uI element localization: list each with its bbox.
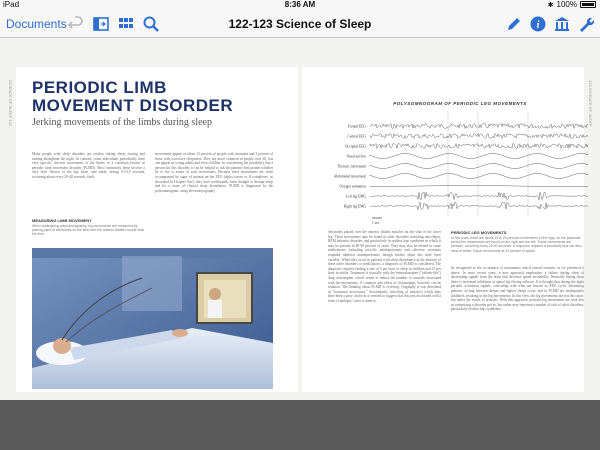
trace-1	[370, 134, 588, 139]
status-right	[548, 0, 596, 9]
scale-label: 1 sec	[372, 221, 380, 225]
channel-label-7: Left leg EMG	[345, 194, 366, 199]
trace-0	[370, 124, 588, 129]
status-bar	[0, 0, 600, 10]
trace-5	[370, 174, 588, 179]
body-column-2: movements appear in about 12 percent of people with insomnia and 3 percent of those with excessive sleepiness. They are more common in people over 40, but can appear in young adults and even children. In considering the possibility that a person has this disorder, it can be helpful to ask the patient's bed partner whether he or she is aware of such movements. Because these movements are often accompanied by signs of arousal on the EEG (alpha waves or K-complexes, as described in Chapter One), they have traditionally been thought to disrupt sleep and be a cause of clinical sleep disturbance. PLMD is diagnosed by the polysomnogram, using electromyography	[155, 152, 273, 193]
trace-7	[370, 192, 588, 200]
bottom-area	[0, 400, 600, 450]
left-page-folio: SCIENCE OF SLEEP 122	[8, 80, 13, 127]
caption-left-title: MEASURING LIMB MOVEMENT	[32, 218, 92, 223]
info-icon[interactable]	[529, 15, 547, 33]
article-subhead: Jerking movements of the limbs during sleep	[32, 117, 212, 128]
body-column-1: Many people with sleep disorders are restless during sleep, tossing and turning throughout the night. In contrast, some individuals periodically have very specific, discrete movements of the limbs, in a condition known as periodic limb movement disorder (PLMD). Most commonly these involve a very brief flexion of the hip, knee, and ankle, lasting 0.5-10 seconds, occurring about every 20-40 seconds. Such	[32, 152, 145, 179]
channel-label-8: Right leg EMG	[343, 204, 366, 209]
sleep-lab-photo	[32, 248, 273, 389]
caption-right-title: PERIODIC LEG MOVEMENTS	[451, 230, 507, 235]
toolbar-gap	[0, 38, 600, 53]
wrench-icon[interactable]	[577, 15, 595, 33]
battery-percent: 100%	[556, 0, 577, 9]
device-label: iPad	[3, 0, 20, 9]
channel-label-5: Abdominal movement	[333, 174, 366, 179]
clock: 8:36 AM	[284, 0, 316, 9]
article-headline	[32, 79, 233, 115]
chart-title: POLYSOMNOGRAM OF PERIODIC LEG MOVEMENTS	[393, 101, 527, 106]
channel-label-4: Thoracic movement	[337, 164, 366, 169]
body-column-4: be recognized as the occurrence of movements which caused arousals, as we presented it above. In more recent years, a new approach emphasizes a failure during sleep of descending signals from the brain that decrease spinal excitability. Normally during sleep there is increased inhibition of spinal leg flexing reflexes. It is thought that during the night periodic activation signals, coinciding with what are known as EEG cyclic alternating patterns cycling between deeper and lighter sleep) occur, and in PLMD are inadequately inhibited, resulting in the leg movements. In this view, the leg movements are not the cause, but rather the result, of arousals. With this approach, periodic leg movements are seen less as comprising a disorder per se, but rather may represent a marker of risk of other disorders, particularly restless legs syndrome.	[451, 266, 584, 312]
trace-8	[370, 202, 588, 210]
channel-label-1: Central EEG	[347, 134, 366, 139]
battery-icon	[580, 1, 596, 8]
caption-left-text: When undergoing polysomnography, leg movements are measured by placing pairs of electrodes on the skin over the anterior tibialis muscle near the shin.	[32, 224, 145, 237]
trace-6	[370, 185, 588, 186]
headline-line-2: MOVEMENT DISORDER	[32, 96, 234, 115]
trace-3	[370, 154, 588, 159]
channel-label-0: Frontal EEG	[347, 124, 366, 129]
bluetooth-icon: ✱	[547, 1, 554, 9]
channel-label-3: Nasal airflow	[346, 154, 366, 159]
toolbar	[0, 10, 600, 38]
trace-4	[370, 164, 588, 169]
body-column-3: electrodes placed over the anterior tibialis muscles on the shin of the lower leg. These movements may be found in other disorders including narcolepsy, REM behavior disorder, and particularly in restless legs syndrome in which it may be present in 80-90 percent of cases. They may also be related to some medications, including tricyclic antidepressants and selective serotonin reuptake inhibitor antidepressants, though studies about this have been variable. When they occur in patients with sleep disturbance in the absence of these other disorders or medications, a diagnosis of PLMD is considered. The diagnosis requires finding a rate of 5 per hour of sleep in children and 15 per hour in adults. Treatment is typically with the benzodiazepine ("valium-like") drug clonazepam, which seems to reduce the number of arousals associated with the movements. A common side effect of clonazepam, however, can be sedation. The thinking about PLMD is evolving. Originally it was described as "nocturnal myoclonus." Involuntarily twitching of muscles) which may have been a poor choice as it seemed to suggest that this was associated with a form of epilepsy. Later it came to	[328, 230, 441, 303]
trace-2	[370, 144, 588, 149]
pen-icon[interactable]	[505, 15, 523, 33]
right-page-folio: 123 SCIENCE OF SLEEP	[588, 80, 593, 127]
documents-button[interactable]: Documents	[6, 17, 67, 31]
library-icon[interactable]	[553, 15, 571, 33]
headline-line-1: PERIODIC LIMB	[32, 78, 167, 97]
caption-right-text: In this chart, there are about 10 to 20 periodic movements of the legs, on the particular period the movements are found on the right and the left. These movements are periodic, occurring every 20-40 seconds. A response requires a sensitivity that can also send of these. Equal movements at 23 percent in adults.	[451, 236, 582, 253]
channel-label-6: Oxygen saturation	[339, 184, 366, 189]
polysomnogram-chart	[328, 108, 590, 226]
channel-label-2: Occipital EEG	[344, 144, 366, 149]
svg-text:i: i	[536, 20, 540, 31]
document-title: 122-123 Science of Sleep	[228, 17, 372, 31]
